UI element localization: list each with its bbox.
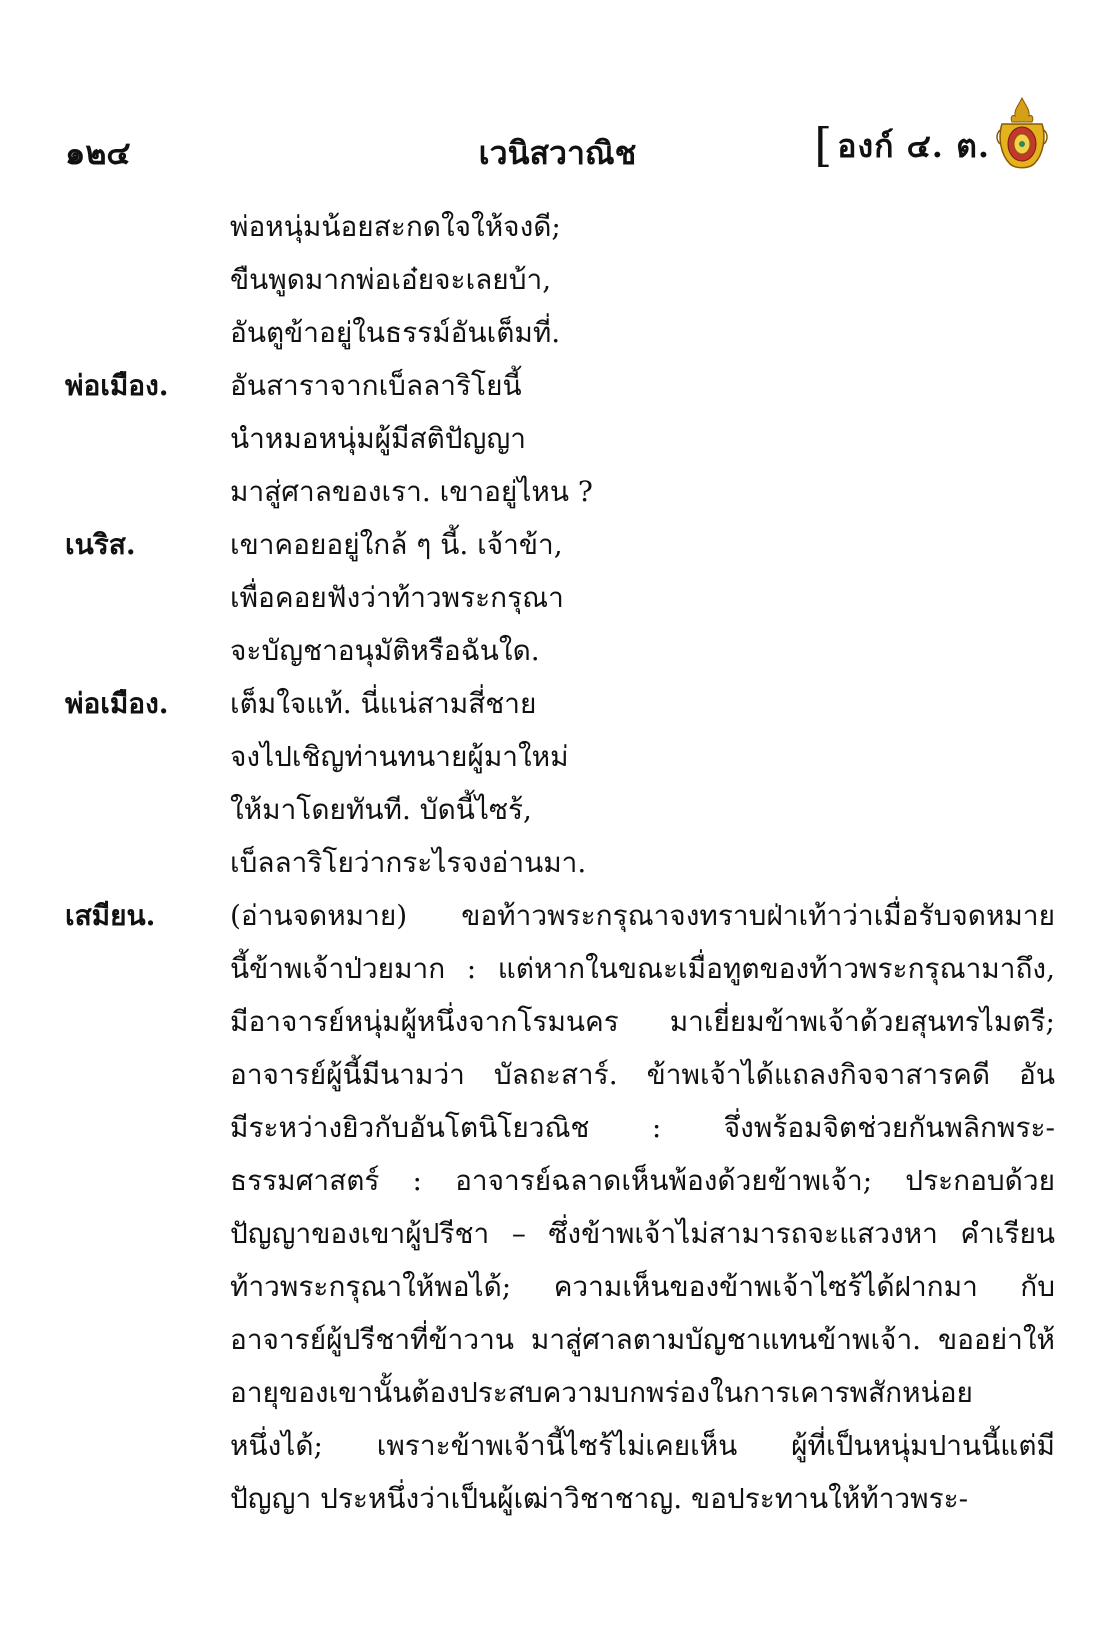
verse-line — [65, 571, 1055, 624]
verse-line — [65, 624, 1055, 677]
letter-text: ปัญญา ประหนึ่งว่าเป็นผู้เฒ่าวิชาชาญ. ขอประทานให้ท้าวพระ- — [230, 1482, 969, 1515]
verse-line — [65, 200, 1055, 253]
letter-text: ปัญญาของเขาผู้ปรีชา – ซึ่งข้าพเจ้าไม่สามารถจะแสวงหา คำเรียน — [230, 1217, 1055, 1250]
verse-text: มาสู่ศาลของเรา. เขาอยู่ไหน ? — [230, 475, 593, 508]
verse-line — [65, 412, 1055, 465]
verse-text: จะบัญชาอนุมัติหรือฉันใด. — [230, 634, 540, 667]
page-header — [65, 118, 1050, 178]
act-scene-label: องก์ ๔. ต. — [837, 127, 990, 165]
verse-text: เบ็ลลาริโยว่ากระไรจงอ่านมา. — [230, 846, 587, 879]
verse-line — [65, 730, 1055, 783]
letter-text: ธรรมศาสตร์ : อาจารย์ฉลาดเห็นพ้องด้วยข้าพเจ้า; ประกอบด้วย — [230, 1164, 1055, 1197]
verse-line — [65, 783, 1055, 836]
letter-text: มีอาจารย์หนุ่มผู้หนึ่งจากโรมนคร มาเยี่ยมข้าพเจ้าด้วยสุนทรไมตรี; — [230, 1005, 1055, 1038]
verse-line — [65, 836, 1055, 889]
letter-text: นี้ข้าพเจ้าป่วยมาก : แต่หากในขณะเมื่อทูตของท้าวพระกรุณามาถึง, — [230, 952, 1055, 985]
verse-line — [65, 253, 1055, 306]
verse-text: ให้มาโดยทันที. บัดนี้ไซร้, — [230, 793, 532, 826]
letter-text: อาจารย์ผู้นี้มีนามว่า บัลถะสาร์. ข้าพเจ้าได้แถลงกิจจาสารคดี อัน — [230, 1058, 1055, 1091]
letter-line — [65, 1207, 1055, 1260]
letter-line — [65, 1154, 1055, 1207]
verse-text: อันตูข้าอยู่ในธรรม์อันเต็มที่. — [230, 316, 561, 349]
speaker-name: พ่อเมือง. — [65, 687, 169, 720]
running-title: เวนิสวาณิช — [478, 134, 637, 172]
verse-line — [65, 465, 1055, 518]
open-bracket: [ — [814, 118, 834, 172]
page-number: ๑๒๔ — [65, 134, 131, 172]
letter-text: มีระหว่างยิวกับอันโตนิโยวณิช : จึ่งพร้อมจิตช่วยกันพลิกพระ- — [230, 1111, 1055, 1144]
verse-line — [65, 306, 1055, 359]
verse-text: เต็มใจแท้. นี่แน่สามสี่ชาย — [230, 687, 537, 720]
verse-text: พ่อหนุ่มน้อยสะกดใจให้จงดี; — [230, 210, 561, 243]
letter-line — [65, 1419, 1055, 1472]
speaker-name: พ่อเมือง. — [65, 369, 169, 402]
letter-line — [65, 889, 1055, 942]
letter-line — [65, 1260, 1055, 1313]
verse-text: ขืนพูดมากพ่อเอ๋ยจะเลยบ้า, — [230, 263, 552, 296]
verse-text: นำหมอหนุ่มผู้มีสติปัญญา — [230, 422, 526, 455]
speaker-name: เสมียน. — [65, 899, 156, 932]
verse-line — [65, 359, 1055, 412]
letter-line — [65, 1048, 1055, 1101]
letter-line — [65, 942, 1055, 995]
act-scene-marker — [814, 118, 990, 172]
letter-text: อาจารย์ผู้ปรีชาที่ข้าวาน มาสู่ศาลตามบัญชาแทนข้าพเจ้า. ขออย่าให้ — [230, 1323, 1055, 1356]
letter-line — [65, 1101, 1055, 1154]
speaker-name: เนริส. — [65, 528, 136, 561]
verse-line — [65, 518, 1055, 571]
letter-text: อายุของเขานั้นต้องประสบความบกพร่องในการเคารพสักหน่อย — [230, 1376, 973, 1409]
royal-crest-icon — [994, 96, 1050, 172]
play-text — [65, 200, 1055, 1525]
letter-text: หนึ่งได้; เพราะข้าพเจ้านี้ไซร้ไม่เคยเห็น ผู้ที่เป็นหนุ่มปานนี้แต่มี — [230, 1429, 1055, 1462]
verse-line — [65, 677, 1055, 730]
letter-line — [65, 995, 1055, 1048]
verse-text: จงไปเชิญท่านทนายผู้มาใหม่ — [230, 740, 569, 773]
letter-text: (อ่านจดหมาย) ขอท้าวพระกรุณาจงทราบฝ่าเท้าว่าเมื่อรับจดหมาย — [230, 899, 1055, 932]
verse-text: เพื่อคอยฟังว่าท้าวพระกรุณา — [230, 581, 564, 614]
letter-line — [65, 1472, 1055, 1525]
verse-text: เขาคอยอยู่ใกล้ ๆ นี้. เจ้าข้า, — [230, 528, 563, 561]
letter-line — [65, 1313, 1055, 1366]
letter-line — [65, 1366, 1055, 1419]
letter-text: ท้าวพระกรุณาให้พอได้; ความเห็นของข้าพเจ้าไซร้ได้ฝากมา กับ — [230, 1270, 1055, 1303]
verse-text: อันสาราจากเบ็ลลาริโยนี้ — [230, 369, 522, 402]
